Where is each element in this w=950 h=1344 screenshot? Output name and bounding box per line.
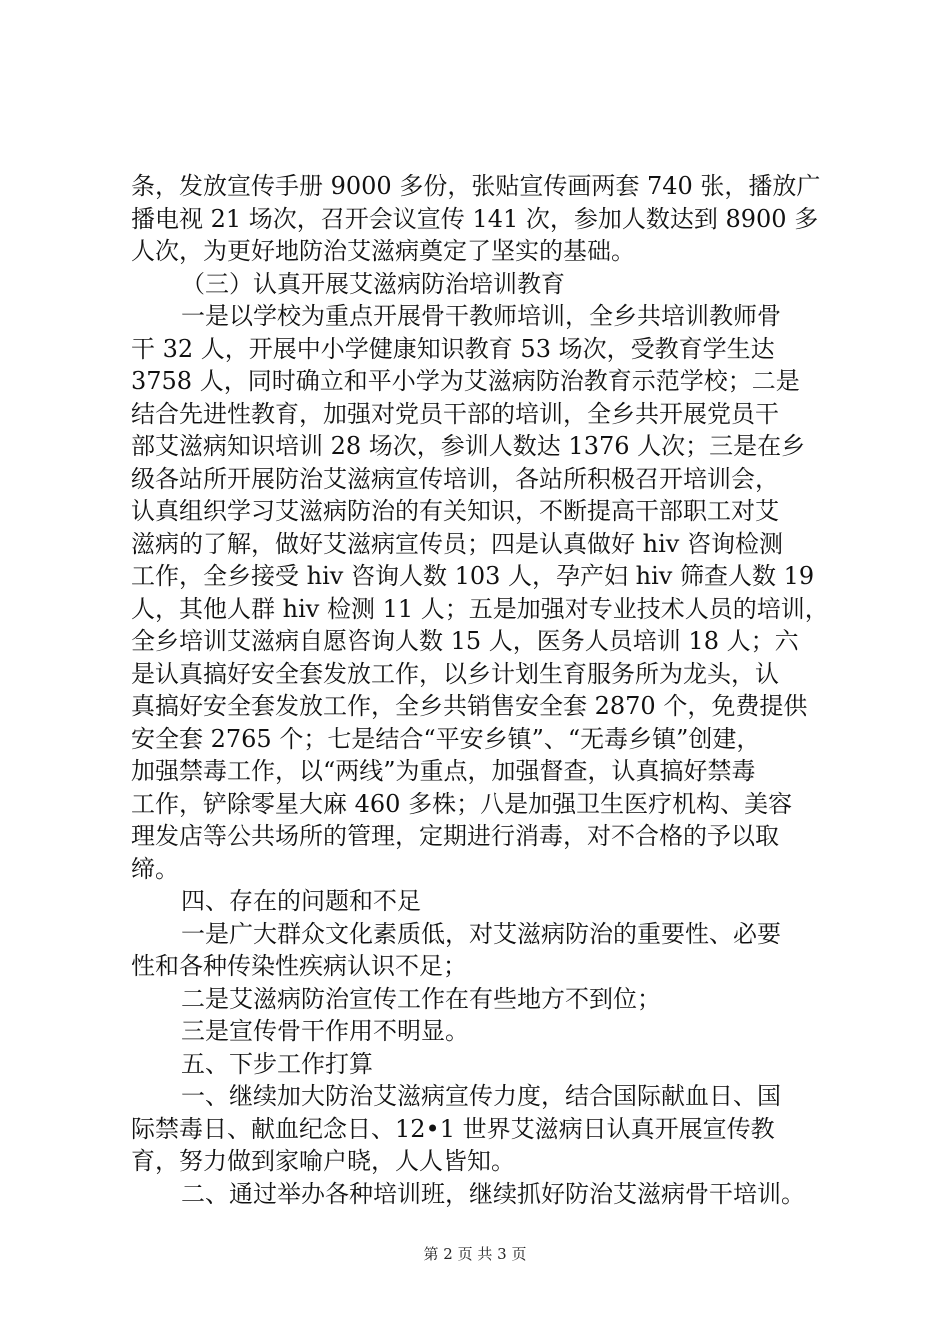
text-line: 缔。: [131, 854, 179, 883]
text-line: 级各站所开展防治艾滋病宣传培训，各站所积极召开培训会，: [131, 464, 779, 493]
text-line: 安全套 2765 个；七是结合“平安乡镇”、“无毒乡镇”创建，: [131, 724, 761, 753]
text-line: 工作，全乡接受 hiv 咨询人数 103 人，孕产妇 hiv 筛查人数 19: [131, 562, 815, 590]
text-line: 一是广大群众文化素质低，对艾滋病防治的重要性、必要: [181, 919, 781, 948]
text-line: 3758 人，同时确立和平小学为艾滋病防治教育示范学校；二是: [131, 367, 800, 395]
text-line: 理发店等公共场所的管理，定期进行消毒，对不合格的予以取: [131, 822, 779, 850]
text-line: 二是艾滋病防治宣传工作在有些地方不到位；: [181, 984, 661, 1013]
text-line: 滋病的了解，做好艾滋病宣传员；四是认真做好 hiv 咨询检测: [131, 529, 783, 558]
text-line: 真搞好安全套发放工作，全乡共销售安全套 2870 个，免费提供: [131, 692, 808, 720]
text-line: 部艾滋病知识培训 28 场次，参训人数达 1376 人次；三是在乡: [131, 432, 806, 460]
text-line: 人，其他人群 hiv 检测 11 人；五是加强对专业技术人员的培训，: [131, 594, 829, 623]
text-line: 育，努力做到家喻户晓，人人皆知。: [131, 1147, 515, 1175]
text-line: 五、下步工作打算: [181, 1049, 373, 1078]
text-line: 是认真搞好安全套发放工作，以乡计划生育服务所为龙头，认: [131, 659, 779, 688]
text-line: 三是宣传骨干作用不明显。: [181, 1017, 469, 1045]
text-line: 加强禁毒工作，以“两线”为重点，加强督查，认真搞好禁毒: [131, 757, 756, 785]
text-line: 四、存在的问题和不足: [181, 887, 421, 915]
text-line: 一是以学校为重点开展骨干教师培训，全乡共培训教师骨: [181, 302, 781, 330]
text-line: 性和各种传染性疾病认识不足；: [131, 952, 467, 980]
text-line: （三）认真开展艾滋病防治培训教育: [181, 269, 565, 298]
text-line: 工作，铲除零星大麻 460 多株；八是加强卫生医疗机构、美容: [131, 789, 793, 818]
text-line: 全乡培训艾滋病自愿咨询人数 15 人，医务人员培训 18 人；六: [131, 627, 799, 655]
text-line: 认真组织学习艾滋病防治的有关知识，不断提高干部职工对艾: [131, 497, 779, 525]
text-line: 人次，为更好地防治艾滋病奠定了坚实的基础。: [131, 237, 635, 265]
text-line: 结合先进性教育，加强对党员干部的培训，全乡共开展党员干: [131, 399, 779, 428]
text-line: 二、通过举办各种培训班，继续抓好防治艾滋病骨干培训。: [181, 1179, 805, 1208]
text-line: 条，发放宣传手册 9000 多份，张贴宣传画两套 740 张，播放广: [131, 172, 821, 200]
text-line: 播电视 21 场次，召开会议宣传 141 次，参加人数达到 8900 多: [131, 204, 819, 233]
text-line: 一、继续加大防治艾滋病宣传力度，结合国际献血日、国: [181, 1082, 781, 1110]
text-line: 际禁毒日、献血纪念日、12•1 世界艾滋病日认真开展宣传教: [131, 1114, 775, 1143]
document-body: [131, 170, 841, 1210]
text-line: 干 32 人，开展中小学健康知识教育 53 场次，受教育学生达: [131, 334, 775, 363]
page-footer: 第 2 页 共 3 页: [423, 1245, 527, 1263]
